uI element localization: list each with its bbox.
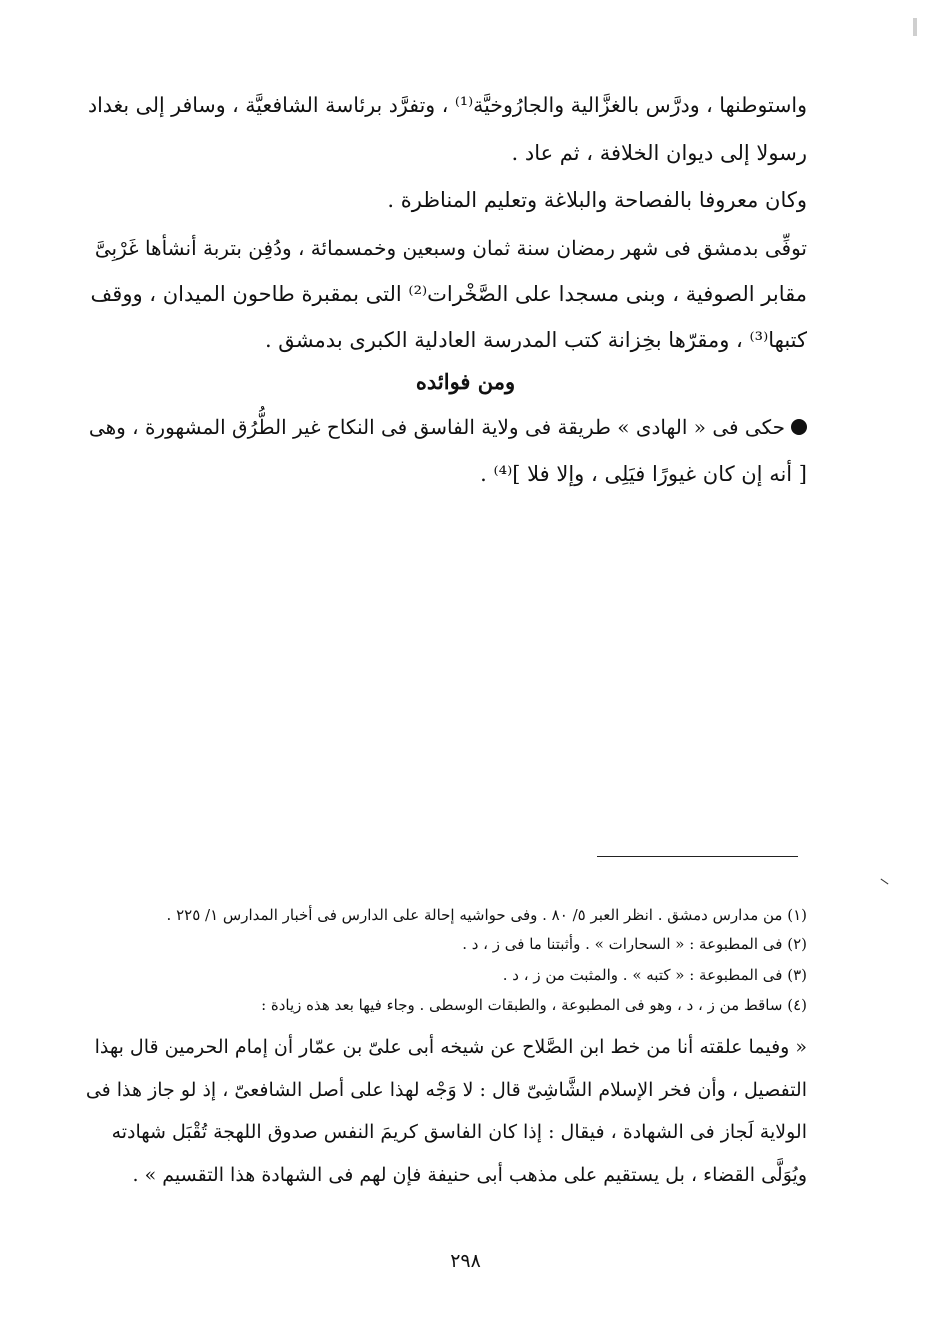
body-line-4: توفِّى بدمشق فى شهر رمضان سنة ثمان وسبعين وخمسمائة ، ودُفِن بتربة أنشأها غَرْبِىَّ: [94, 236, 807, 260]
body-line-1: واستوطنها ، ودرَّس بالغزَّالية والجارُوخيَّة⁽¹⁾ ، وتفرَّد برئاسة الشافعيَّة ، وسافر إلى بغداد: [87, 93, 807, 117]
footnote-quote-line-3: الولاية لَجاز فى الشهادة ، فيقال : إذا كان الفاسق كريمَ النفس صدوق اللهجة تُقْبَل شهادته: [111, 1121, 807, 1143]
page-number: ٢٩٨: [450, 1250, 481, 1272]
body-line-2: رسولا إلى ديوان الخلافة ، ثم عاد .: [511, 141, 807, 165]
footnote-2: (٢) فى المطبوعة : « السحارات » . وأثبتنا ما فى ز ، د .: [462, 935, 807, 953]
body-line-3: وكان معروفا بالفصاحة والبلاغة وتعليم المناظرة .: [387, 188, 807, 212]
footnote-1: (١) من مدارس دمشق . انظر العبر ٥/ ٨٠ . وفى حواشيه إحالة على الدارس فى أخبار المدارس ١/ ٢٢٥ .: [166, 906, 807, 924]
scan-mark: [881, 879, 889, 885]
footnote-separator: [597, 856, 798, 857]
footnote-quote-line-4: ويُوَلَّى القضاء ، بل يستقيم على مذهب أبى حنيفة فإن لهم فى الشهادة هذا التقسيم » .: [132, 1164, 807, 1186]
footnote-4: (٤) ساقط من ز ، د ، وهو فى المطبوعة ، والطبقات الوسطى . وجاء فيها بعد هذه زيادة :: [261, 996, 807, 1014]
benefit-line-1-text: حكى فى « الهادى » طريقة فى ولاية الفاسق فى النكاح غير الطُّرُق المشهورة ، وهى: [88, 415, 785, 439]
bullet-icon: [791, 419, 807, 435]
benefit-line-2: [ أنه إن كان غيورًا فيَلِى ، وإلا فلا ]⁽⁴⁾ .: [480, 462, 807, 486]
scan-edge-mark: [913, 18, 917, 36]
footnote-quote-line-1: « وفيما علقته أنا من خط ابن الصَّلاح عن شيخه أبى علىّ بن عمّار أن إمام الحرمين قال بهذا: [94, 1036, 807, 1058]
body-line-6: كتبها⁽³⁾ ، ومقرّها بخِزانة كتب المدرسة العادلية الكبرى بدمشق .: [264, 328, 807, 352]
footnote-3: (٣) فى المطبوعة : « كتبه » . والمثبت من ز ، د .: [502, 966, 807, 984]
footnote-quote-line-2: التفصيل ، وأن فخر الإسلام الشَّاشِىّ قال : لا وَجْه لهذا على أصل الشافعىّ ، إذ لو جاز هذا فى: [85, 1079, 807, 1101]
section-heading: ومن فوائده: [415, 369, 516, 394]
body-line-5: مقابر الصوفية ، وبنى مسجدا على الصَّخْرات⁽²⁾ التى بمقبرة طاحون الميدان ، ووقف: [90, 282, 807, 306]
benefit-line-1: [89, 412, 807, 442]
